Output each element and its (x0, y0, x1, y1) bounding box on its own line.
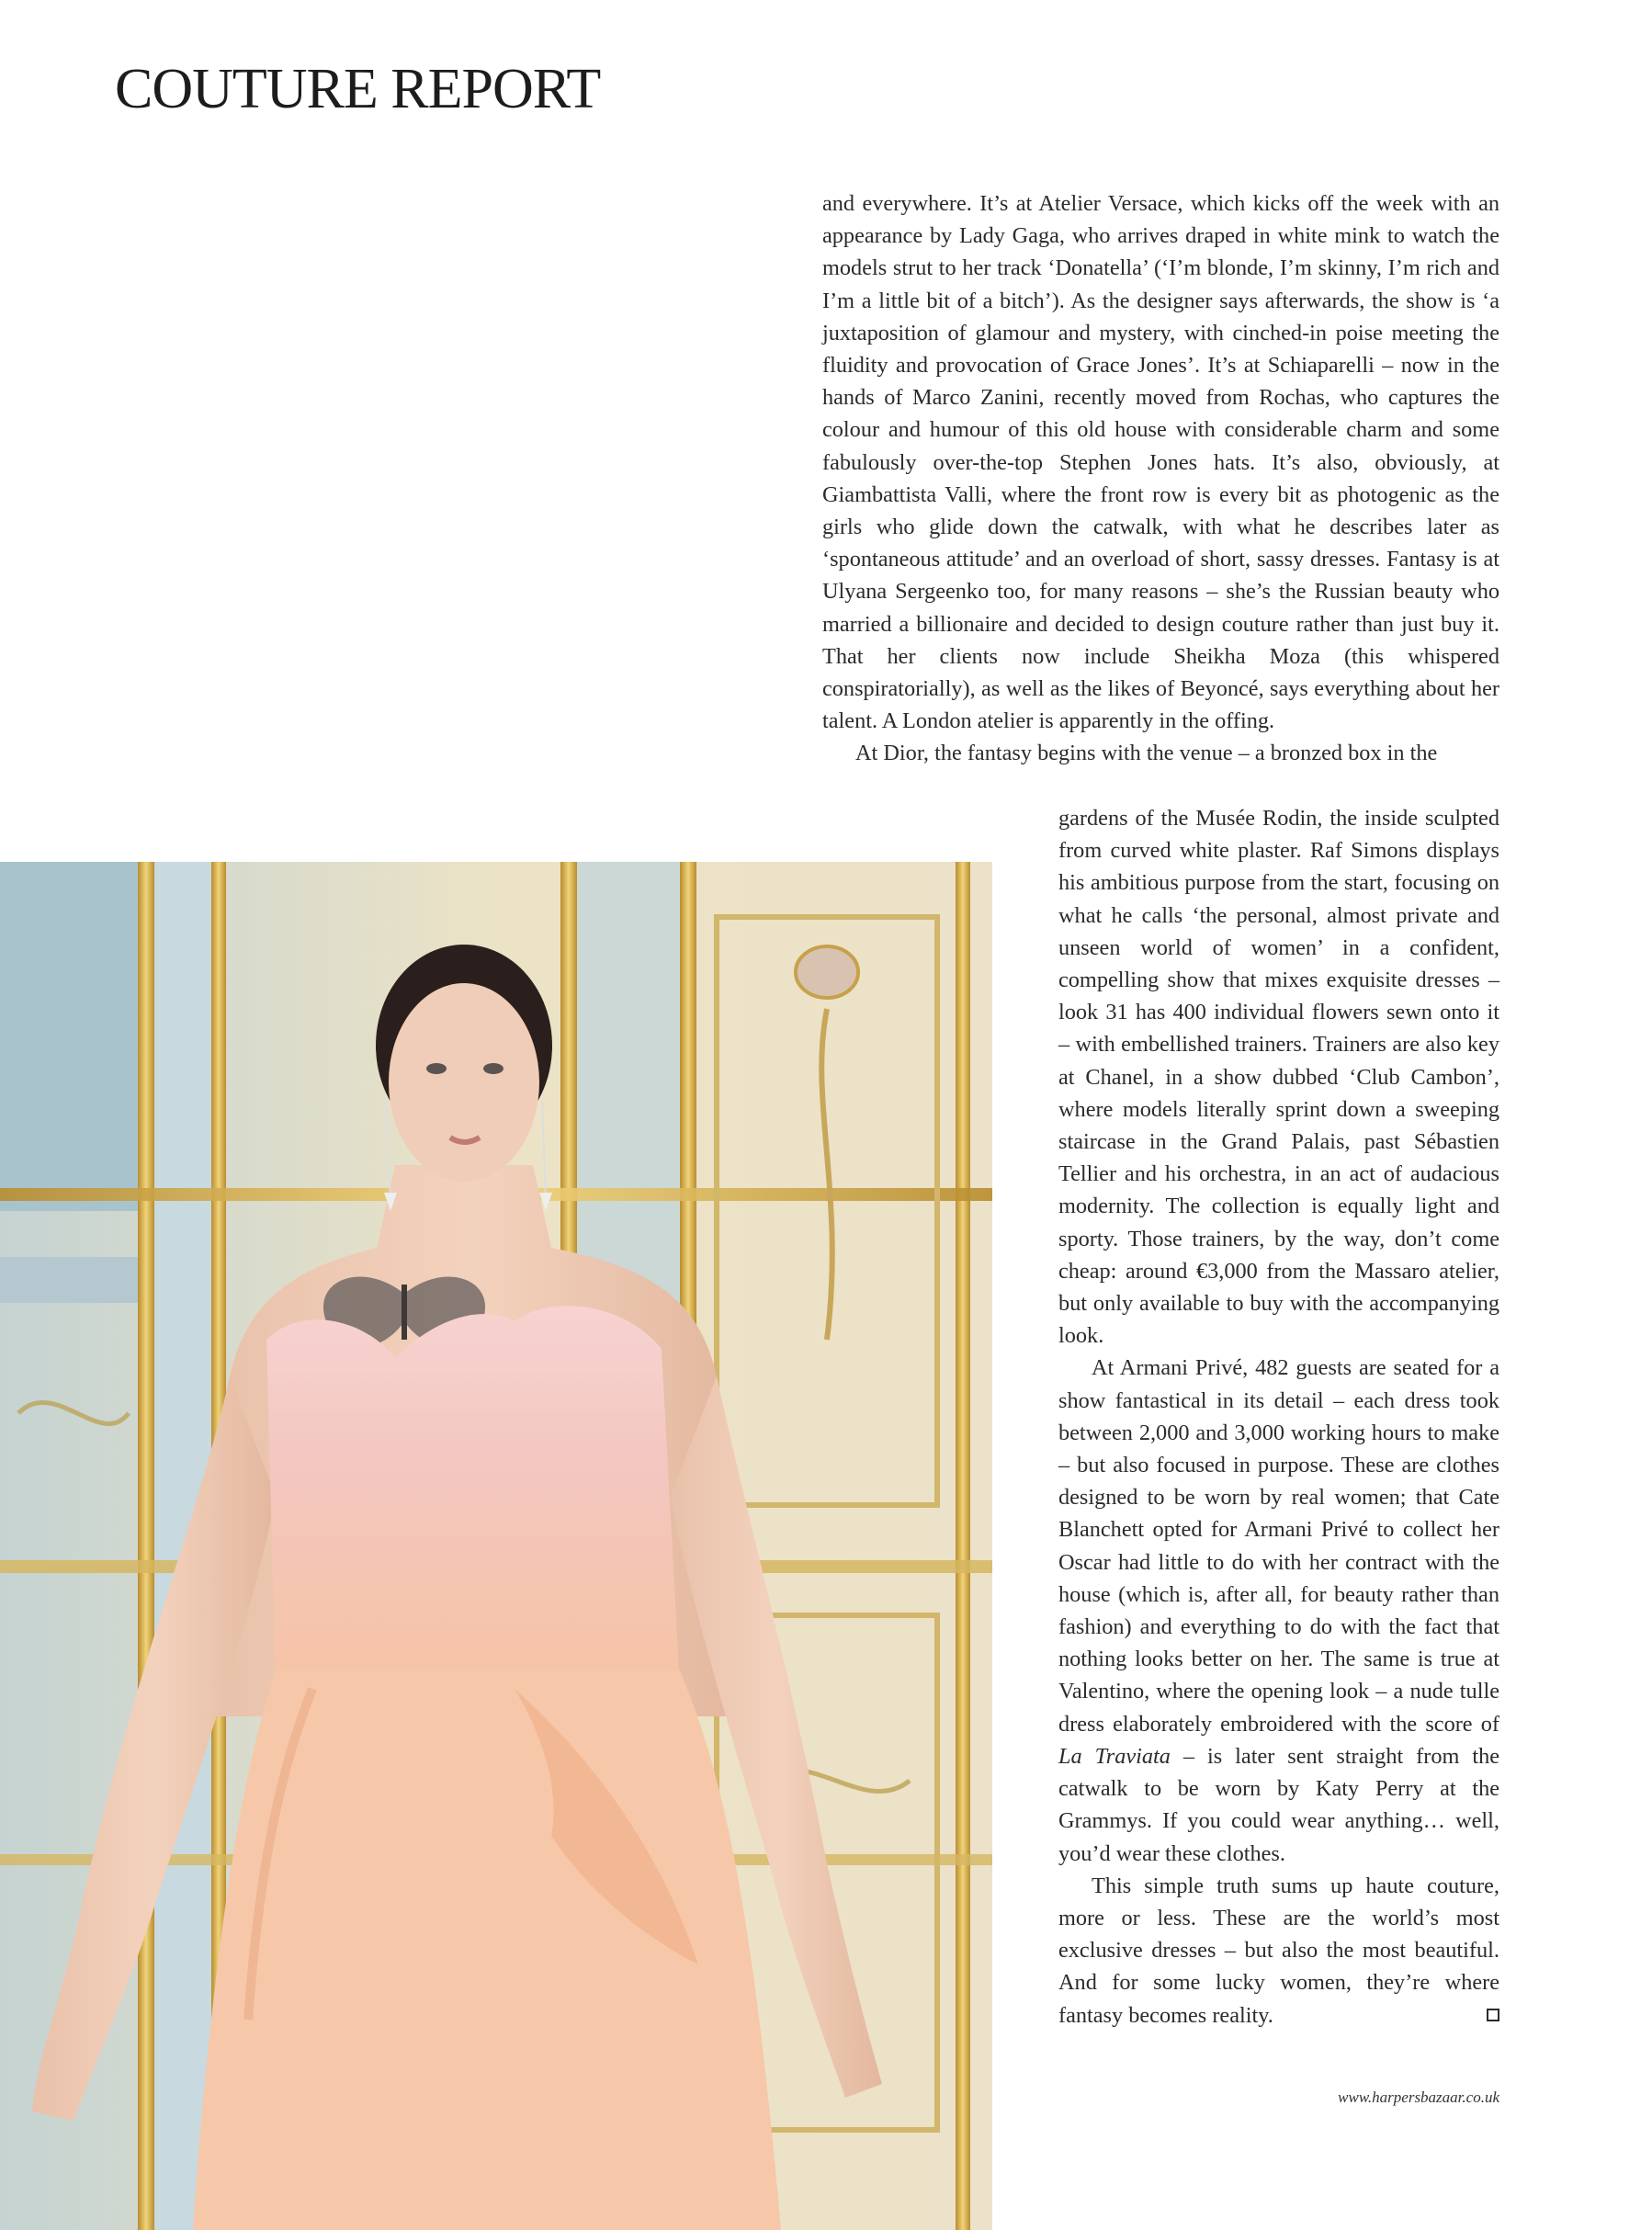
end-of-article-square-icon (1487, 2009, 1499, 2021)
armani-text-b: – is later sent straight from the catwalk to be worn by Katy Perry at the Grammys. If you could wear anything… well, you’d wear these clothes. (1058, 1743, 1500, 1866)
article-paragraph-closing (1058, 1870, 1499, 2032)
armani-text-a: At Armani Privé, 482 guests are seated for a show fantastical in its detail – each dress took between 2,000 and 3,000 working hours to make – but also focused in purpose. These are clothes designed to be worn by real women; that Cate Blanchett opted for Armani Privé to collect her Oscar had little to do with her contract with the house (which is, after all, for beauty rather than fashion) and everything to do with the fact that nothing looks better on her. The same is true at Valentino, where the opening look – a nude tulle dress elaborately embroidered with the score of (1058, 1355, 1499, 1737)
model-in-peach-gown-illustration (0, 862, 992, 2230)
article-paragraph-armani (1058, 1352, 1499, 1869)
footer-website-url: www.harpersbazaar.co.uk (1338, 2089, 1499, 2106)
fashion-photograph (0, 862, 992, 2230)
section-title: COUTURE REPORT (115, 58, 601, 120)
article-column-top (822, 187, 1499, 770)
article-paragraph-dior-opening: At Dior, the fantasy begins with the venue – a bronzed box in the (855, 741, 1438, 766)
article-column-right (1058, 802, 1499, 2032)
article-paragraph-dior: gardens of the Musée Rodin, the inside sculpted from curved white plaster. Raf Simons displays his ambitious purpose from the start, focusing on what he calls ‘the personal, almost private and unseen world of women’ in a confident, compelling show that mixes exquisite dresses – look 31 has 400 individual flowers sewn onto it – with embellished trainers. Trainers are also key at Chanel, in a show dubbed ‘Club Cambon’, where models literally sprint down a sweeping staircase in the Grand Palais, past Sébastien Tellier and his orchestra, in an act of audacious modernity. The collection is equally light and sporty. Those trainers, by the way, don’t come cheap: around €3,000 from the Massaro atelier, but only available to buy with the accompanying look. (1058, 806, 1499, 1349)
opera-title: La Traviata (1058, 1743, 1171, 1769)
article-paragraph: and everywhere. It’s at Atelier Versace, which kicks off the week with an appearance by Lady Gaga, who arrives draped in white mink to watch the models strut to her track ‘Donatella’ (‘I’m blonde, I’m skinny, I’m rich and I’m a little bit of a bitch’). As the designer says afterwards, the show is ‘a juxtaposition of glamour and mystery, with cinched-in poise meeting the fluidity and provocation of Grace Jones’. It’s at Schiaparelli – now in the hands of Marco Zanini, recently moved from Rochas, who captures the colour and humour of this old house with considerable charm and some fabulously over-the-top Stephen Jones hats. It’s also, obviously, at Giambattista Valli, where the front row is every bit as photogenic as the girls who glide down the catwalk, with what he describes later as ‘spontaneous attitude’ and an overload of short, sassy dresses. Fantasy is at Ulyana Sergeenko too, for many reasons – she’s the Russian beauty who married a billionaire and decided to design couture rather than just buy it. That her clients now include Sheikha Moza (this whispered conspiratorially), as well as the likes of Beyoncé, says everything about her talent. A London atelier is apparently in the offing. (822, 191, 1499, 734)
closing-text: This simple truth sums up haute couture, more or less. These are the world’s most exclusive dresses – but also the most beautiful. And for some lucky women, they’re where fantasy becomes reality. (1058, 1873, 1499, 2028)
